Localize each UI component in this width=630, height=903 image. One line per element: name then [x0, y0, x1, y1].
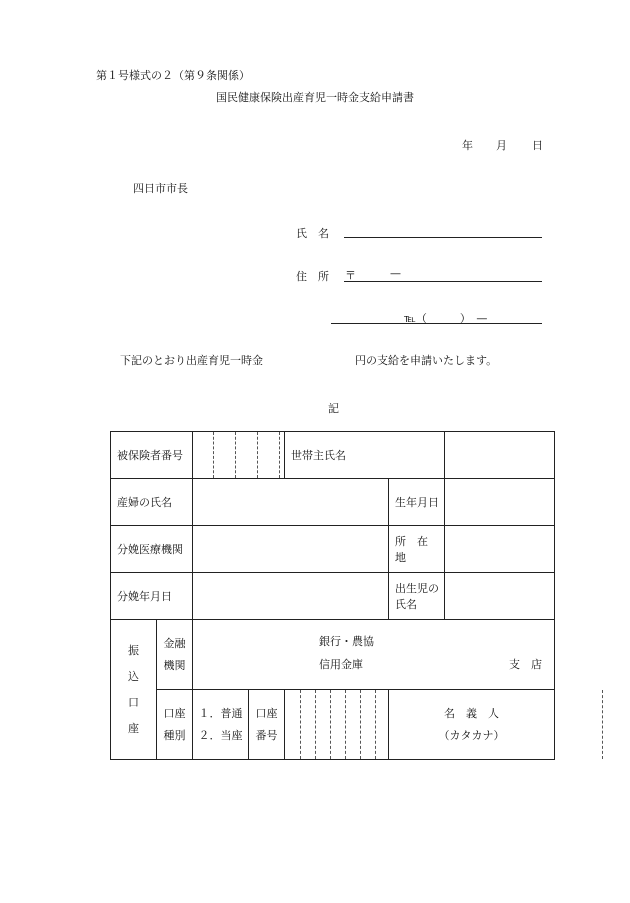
fin-inst-line2: 機関	[163, 658, 186, 672]
insured-number-field[interactable]	[193, 432, 285, 479]
account-type-options[interactable]	[193, 690, 249, 760]
transfer-char-2: 込	[128, 669, 139, 683]
addressee: 四日市市長	[133, 182, 188, 195]
householder-name-field[interactable]	[445, 432, 555, 479]
location-field[interactable]	[445, 526, 555, 573]
birth-date-field[interactable]	[445, 479, 555, 526]
account-type-label	[157, 690, 193, 760]
type-option-ordinary[interactable]: １．普通	[198, 706, 243, 720]
transfer-account-label	[111, 620, 157, 760]
bank-field[interactable]	[193, 620, 555, 690]
delivery-date-label: 分娩年月日	[111, 573, 193, 620]
date-year: 年	[462, 139, 473, 152]
householder-name-text: 世帯主氏名	[291, 449, 346, 462]
holder-line1: 名 義 人	[444, 706, 499, 720]
statement-part2: 円の支給を申請いたします。	[355, 354, 498, 367]
postal-dash: —	[390, 267, 401, 280]
tel-label: ℡（ ） —	[404, 312, 488, 325]
ki-mark: 記	[328, 402, 339, 415]
medical-institution-field[interactable]	[193, 526, 389, 573]
birth-date-label: 生年月日	[389, 479, 445, 526]
bank-line1: 銀行・農協	[319, 635, 374, 648]
branch-label: 支 店	[509, 658, 542, 671]
account-number-line1: 口座	[255, 706, 278, 720]
address-input-line[interactable]	[344, 281, 542, 282]
form-number: 第１号様式の２（第９条関係）	[96, 69, 250, 82]
holder-label	[389, 690, 555, 760]
account-number-field[interactable]	[285, 690, 389, 760]
newborn-name-label: 出生児の氏名	[389, 573, 445, 620]
mother-name-label: 産婦の氏名	[111, 479, 193, 526]
date-day: 日	[532, 139, 543, 152]
location-label: 所 在 地	[389, 526, 445, 573]
financial-institution-label	[157, 620, 193, 690]
date-month: 月	[496, 139, 507, 152]
application-table	[110, 431, 555, 760]
account-number-line2: 番号	[255, 728, 278, 742]
mother-name-field[interactable]	[193, 479, 389, 526]
tel-input-line[interactable]	[331, 323, 542, 324]
transfer-char-4: 座	[128, 721, 139, 735]
name-label: 氏 名	[296, 227, 329, 240]
type-option-current[interactable]: ２．当座	[198, 728, 243, 742]
postal-mark: 〒	[345, 269, 356, 282]
householder-name-label	[285, 432, 445, 479]
holder-line2: （カタカナ）	[438, 728, 505, 742]
newborn-name-field[interactable]	[445, 573, 555, 620]
account-number-label	[249, 690, 285, 760]
account-type-line1: 口座	[163, 706, 186, 720]
transfer-char-1: 振	[128, 643, 139, 657]
bank-line2: 信用金庫	[319, 658, 363, 671]
delivery-date-field[interactable]	[193, 573, 389, 620]
form-title: 国民健康保険出産育児一時金支給申請書	[216, 91, 414, 104]
fin-inst-line1: 金融	[163, 636, 186, 650]
medical-institution-label: 分娩医療機関	[111, 526, 193, 573]
account-type-line2: 種別	[163, 728, 186, 742]
transfer-char-3: 口	[128, 695, 139, 709]
statement-part1: 下記のとおり出産育児一時金	[120, 354, 263, 367]
insured-number-label: 被保険者番号	[111, 432, 193, 479]
name-input-line[interactable]	[344, 237, 542, 238]
address-label: 住 所	[296, 270, 329, 283]
